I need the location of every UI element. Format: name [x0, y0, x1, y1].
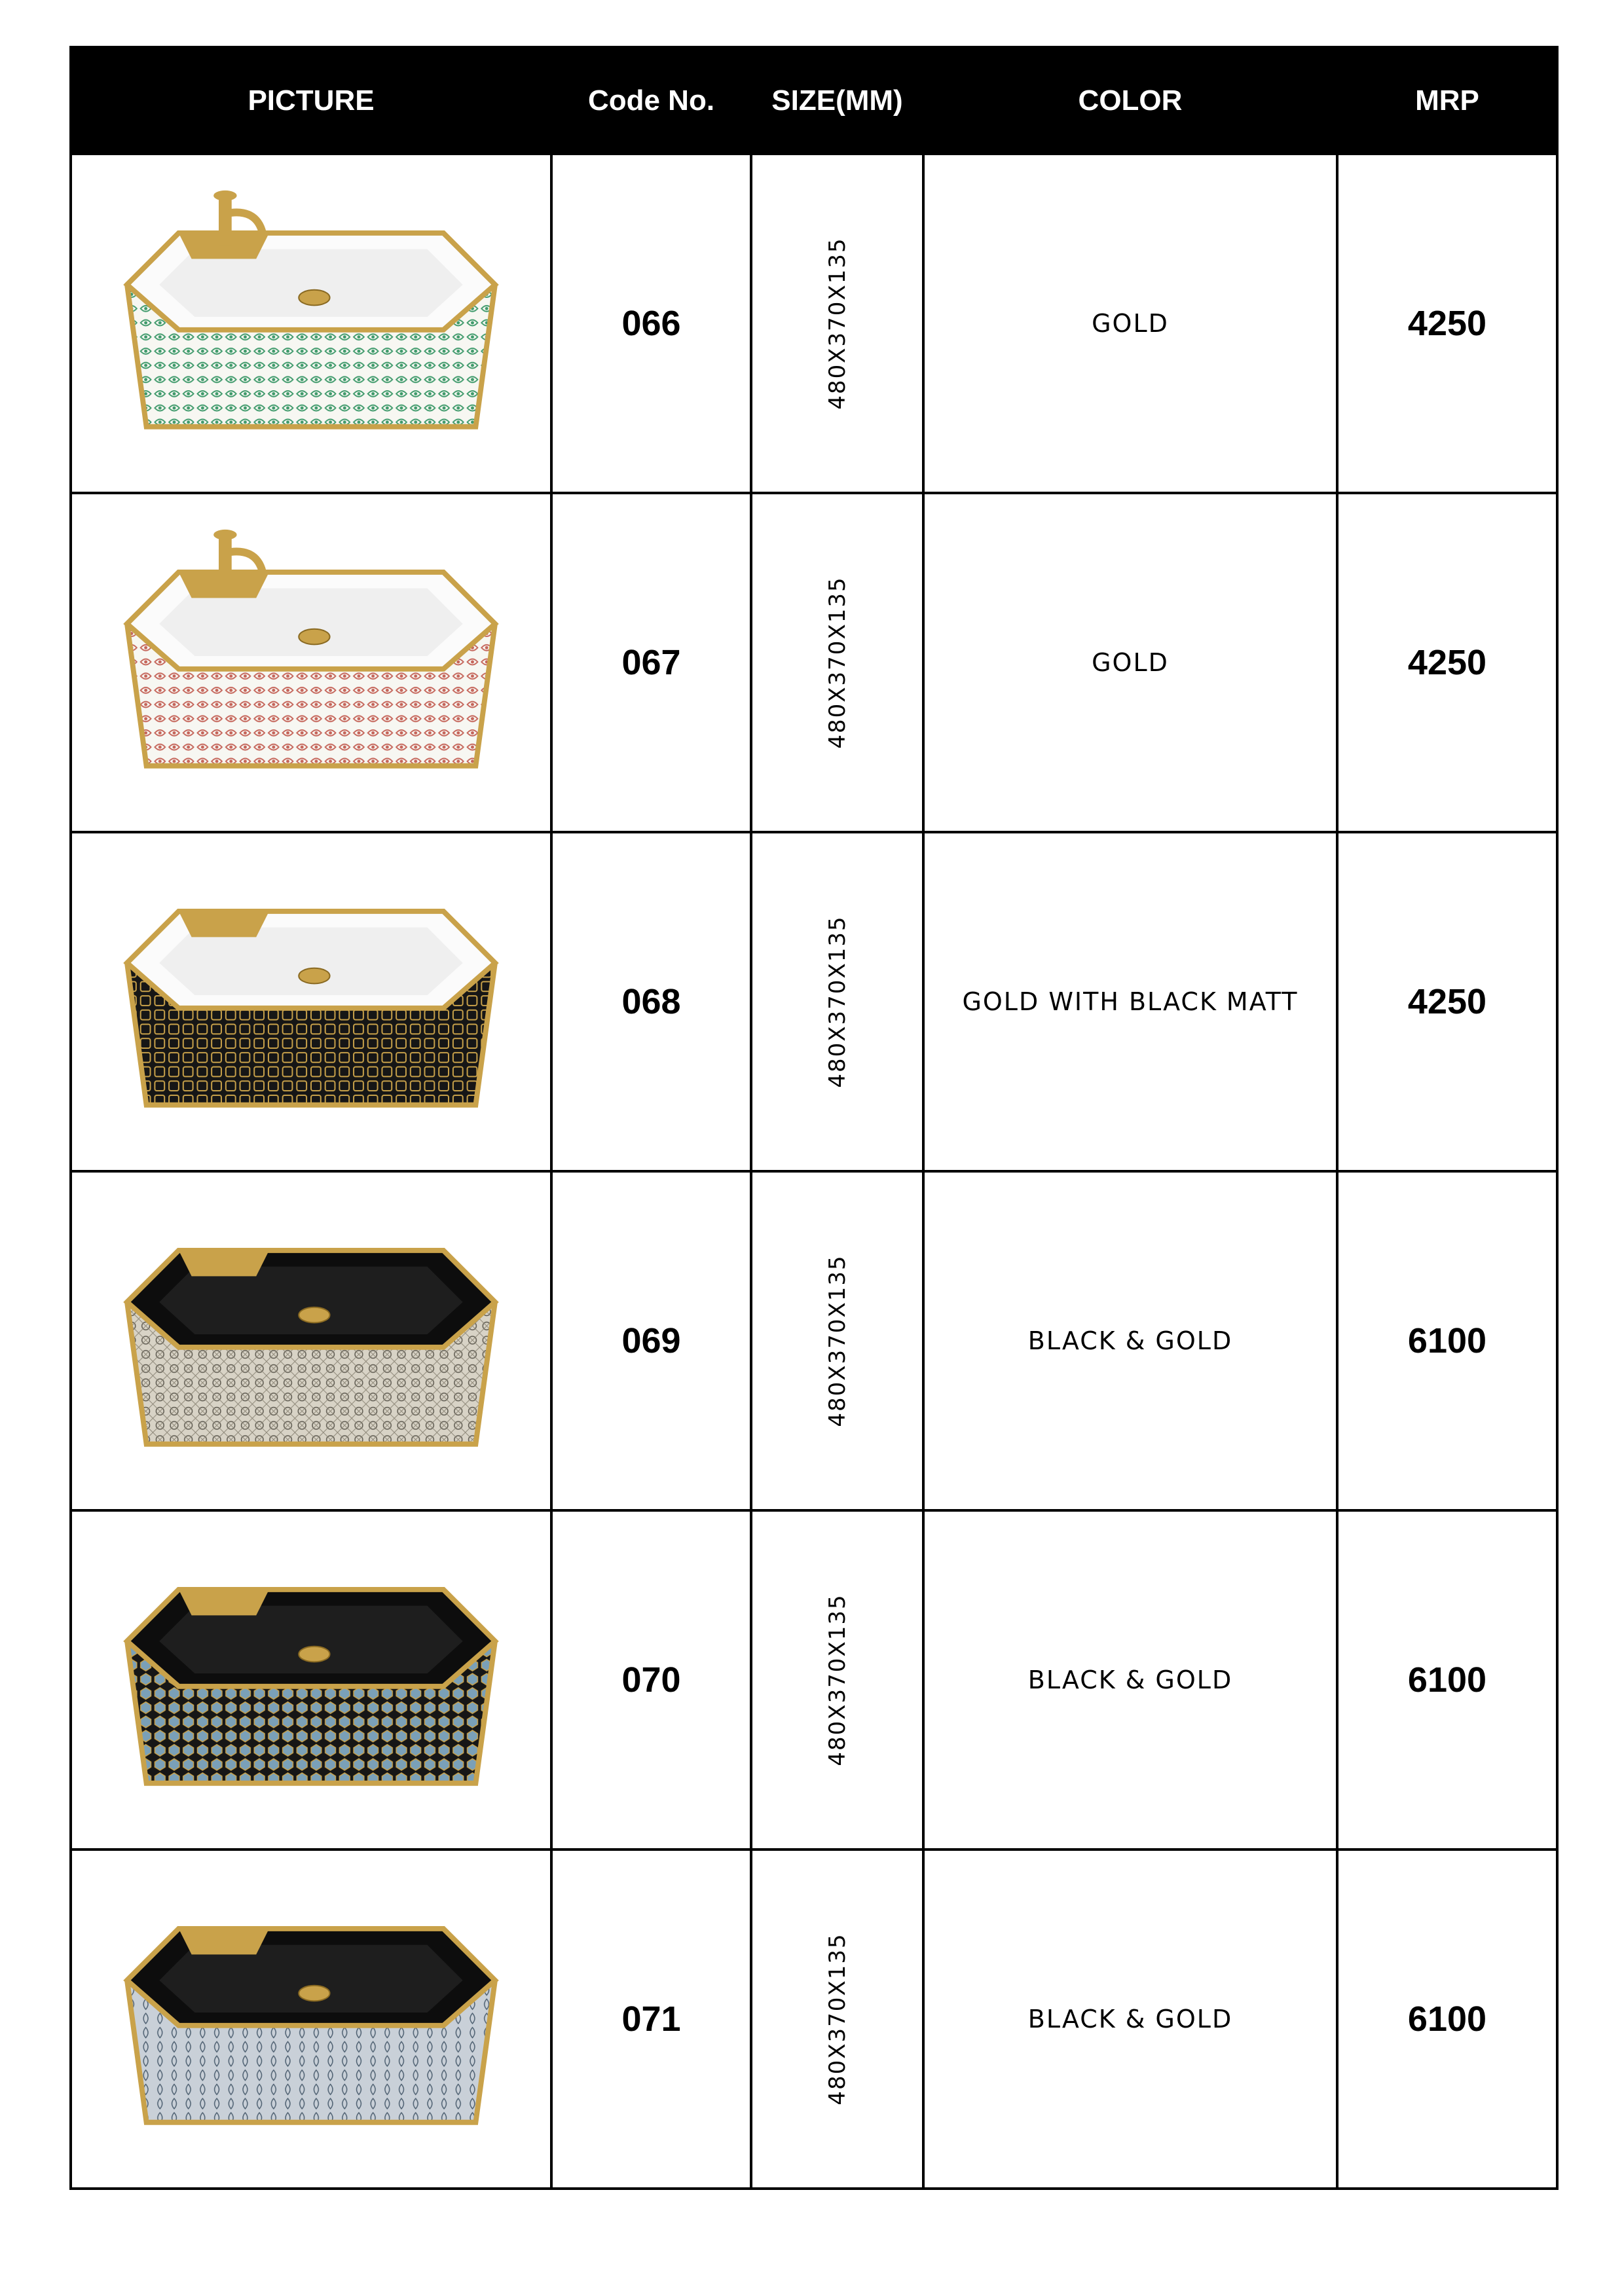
size-text: 480X370X135 [824, 576, 851, 749]
header-size: SIZE(MM) [751, 47, 923, 154]
product-picture-cell [71, 1510, 551, 1850]
header-color: COLOR [923, 47, 1337, 154]
color-cell: GOLD WITH BLACK MATT [923, 832, 1337, 1171]
mrp-cell: 4250 [1337, 832, 1557, 1171]
color-cell: GOLD [923, 493, 1337, 832]
size-cell [751, 154, 923, 493]
table-row [71, 154, 1557, 493]
size-cell [751, 1850, 923, 2189]
white-basin-red-floral-gold-tap-icon [82, 509, 540, 816]
header-row [71, 47, 1557, 154]
table-row [71, 1171, 1557, 1510]
table-row [71, 1850, 1557, 2189]
table-body [71, 154, 1557, 2189]
header-mrp: MRP [1337, 47, 1557, 154]
white-basin-green-floral-gold-tap-icon [82, 170, 540, 477]
product-catalog-table [69, 46, 1559, 2190]
black-basin-hexagon-mosaic-icon [82, 1526, 540, 1834]
header-picture: PICTURE [71, 47, 551, 154]
table-header [71, 47, 1557, 154]
color-cell: BLACK & GOLD [923, 1171, 1337, 1510]
size-text: 480X370X135 [824, 915, 851, 1088]
product-picture-cell [71, 832, 551, 1171]
size-cell [751, 832, 923, 1171]
code-no-cell: 071 [551, 1850, 751, 2189]
code-no-cell: 066 [551, 154, 751, 493]
table-row [71, 832, 1557, 1171]
code-no-cell: 067 [551, 493, 751, 832]
code-no-cell: 070 [551, 1510, 751, 1850]
mrp-cell: 4250 [1337, 154, 1557, 493]
mrp-cell: 4250 [1337, 493, 1557, 832]
size-text: 480X370X135 [824, 237, 851, 410]
product-picture-cell [71, 154, 551, 493]
product-picture-cell [71, 1171, 551, 1510]
code-no-cell: 069 [551, 1171, 751, 1510]
black-basin-grey-lattice-icon [82, 1187, 540, 1495]
product-picture-cell [71, 1850, 551, 2189]
table-row [71, 1510, 1557, 1850]
mrp-cell: 6100 [1337, 1510, 1557, 1850]
size-cell [751, 1171, 923, 1510]
mrp-cell: 6100 [1337, 1850, 1557, 2189]
black-basin-blue-damask-icon [82, 1865, 540, 2173]
size-text: 480X370X135 [824, 1594, 851, 1766]
product-picture-cell [71, 493, 551, 832]
size-text: 480X370X135 [824, 1254, 851, 1427]
table-row [71, 493, 1557, 832]
color-cell: BLACK & GOLD [923, 1510, 1337, 1850]
size-text: 480X370X135 [824, 1933, 851, 2105]
header-code-no: Code No. [551, 47, 751, 154]
color-cell: BLACK & GOLD [923, 1850, 1337, 2189]
mrp-cell: 6100 [1337, 1171, 1557, 1510]
white-basin-black-gold-squares-icon [82, 848, 540, 1156]
size-cell [751, 1510, 923, 1850]
size-cell [751, 493, 923, 832]
code-no-cell: 068 [551, 832, 751, 1171]
color-cell: GOLD [923, 154, 1337, 493]
